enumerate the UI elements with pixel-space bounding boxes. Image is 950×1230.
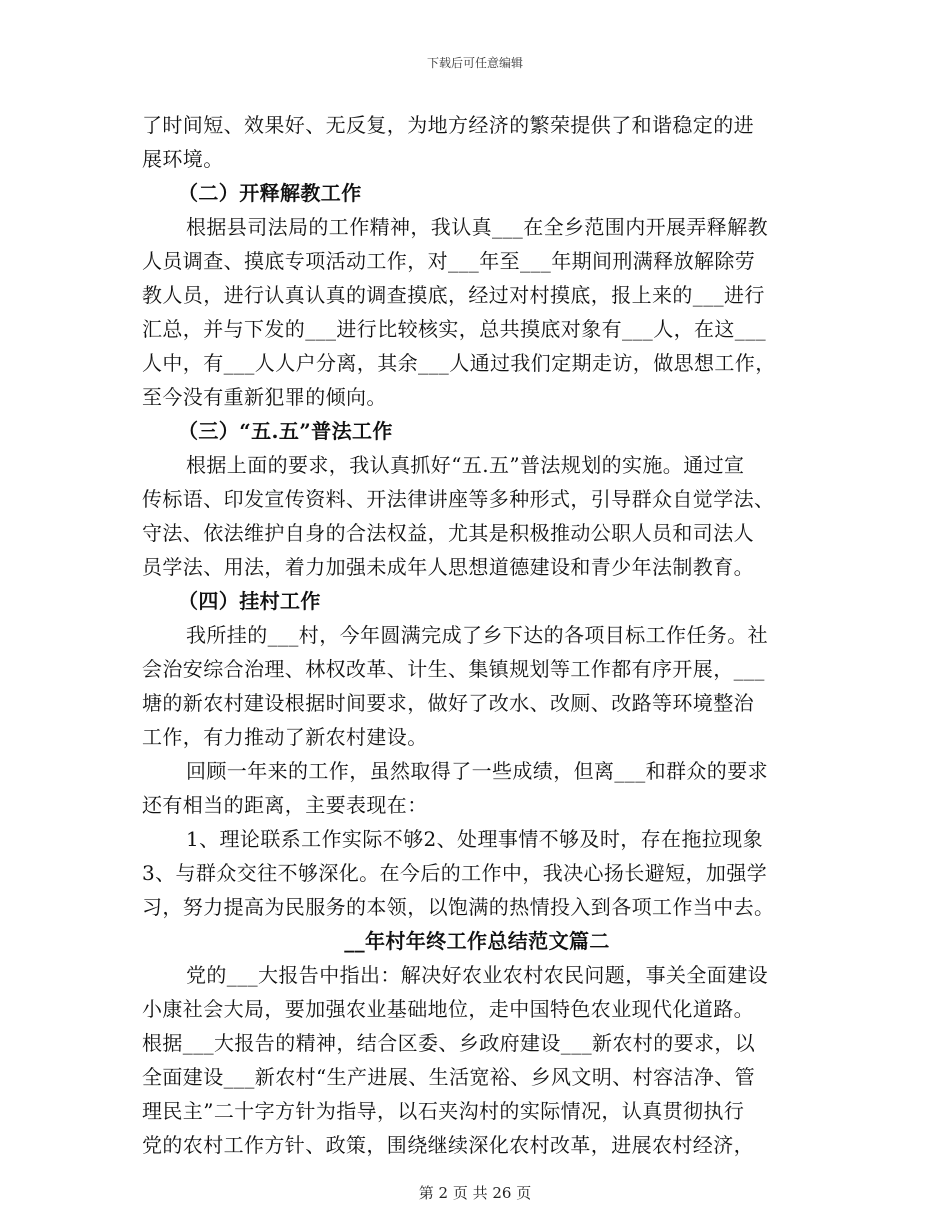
text-line: 党的___大报告中指出：解决好农业农村农民问题，事关全面建设 <box>186 963 768 987</box>
page-header: 下载后可任意编辑 <box>426 56 523 70</box>
text-line: 理民主”二十字方针为指导，以石夹沟村的实际情况，认真贯彻执行 <box>142 1099 745 1123</box>
section-heading: （三）“五.五”普法工作 <box>178 419 393 443</box>
text-line: 汇总，并与下发的___进行比较核实，总共摸底对象有___人，在这___ <box>142 317 766 341</box>
text-line: 工作，有力推动了新农村建设。 <box>142 725 428 749</box>
text-line: 我所挂的___村，今年圆满完成了乡下达的各项目标工作任务。社 <box>186 623 768 647</box>
page-number: 第 2 页 共 26 页 <box>418 1184 532 1202</box>
text-line: 会治安综合治理、林权改革、计生、集镇规划等工作都有序开展，___ <box>142 657 765 681</box>
text-line: 全面建设___新农村“生产进展、生活宽裕、乡风文明、村容洁净、管 <box>142 1065 756 1089</box>
text-line: 3、与群众交往不够深化。在今后的工作中，我决心扬长避短，加强学 <box>142 861 768 885</box>
article-title: __年村年终工作总结范文篇二 <box>344 929 610 953</box>
text-line: 员学法、用法，着力加强未成年人思想道德建设和青少年法制教育。 <box>142 555 754 579</box>
text-line: 回顾一年来的工作，虽然取得了一些成绩，但离___和群众的要求 <box>186 759 768 783</box>
text-line: 1、理论联系工作实际不够2、处理事情不够及时，存在拖拉现象 <box>186 827 764 851</box>
text-line: 根据上面的要求，我认真抓好“五.五”普法规划的实施。通过宣 <box>186 453 745 477</box>
text-line: 人员调查、摸底专项活动工作，对___年至___年期间刑满释放解除劳 <box>142 249 756 273</box>
text-line: 根据县司法局的工作精神，我认真___在全乡范围内开展弄释解教 <box>186 215 768 239</box>
document-body <box>142 108 812 1162</box>
text-line: 至今没有重新犯罪的倾向。 <box>142 385 387 409</box>
text-line: 还有相当的距离，主要表现在： <box>142 793 428 817</box>
text-line: 了时间短、效果好、无反复，为地方经济的繁荣提供了和谐稳定的进 <box>142 113 754 137</box>
text-line: 党的农村工作方针、政策，围绕继续深化农村改革，进展农村经济， <box>142 1133 754 1157</box>
text-line: 人中，有___人人户分离，其余___人通过我们定期走访，做思想工作， <box>142 351 776 375</box>
text-line: 传标语、印发宣传资料、开法律讲座等多种形式，引导群众自觉学法、 <box>142 487 775 511</box>
text-line: 教人员，进行认真认真的调查摸底，经过对村摸底，报上来的___进行 <box>142 283 765 307</box>
section-heading: （四）挂村工作 <box>178 589 321 613</box>
text-line: 塘的新农村建设根据时间要求，做好了改水、改厕、改路等环境整治 <box>142 691 754 715</box>
text-line: 根据___大报告的精神，结合区委、乡政府建设___新农村的要求，以 <box>142 1031 756 1055</box>
text-line: 习，努力提高为民服务的本领，以饱满的热情投入到各项工作当中去。 <box>142 895 775 919</box>
text-line: 守法、依法维护自身的合法权益，尤其是积极推动公职人员和司法人 <box>142 521 754 545</box>
section-heading: （二）开释解教工作 <box>178 181 362 205</box>
text-line: 小康社会大局，要加强农业基础地位，走中国特色农业现代化道路。 <box>142 997 754 1021</box>
text-line: 展环境。 <box>142 147 224 171</box>
